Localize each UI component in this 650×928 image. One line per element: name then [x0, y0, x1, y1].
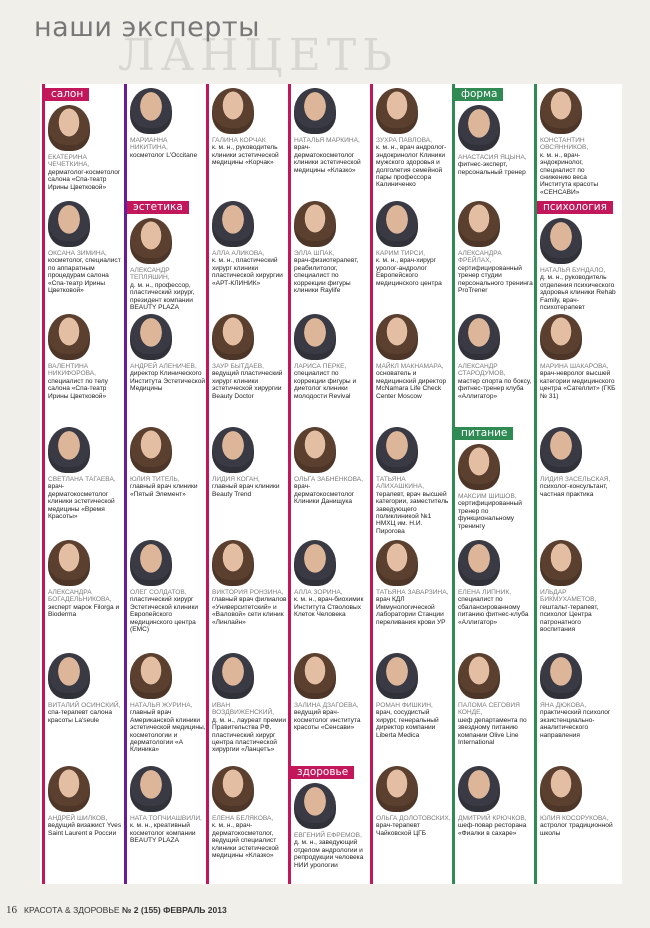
expert-photo — [48, 201, 90, 247]
expert-card — [48, 201, 124, 294]
expert-photo — [540, 766, 582, 812]
expert-title: главный врач Американской клиники эстетической медицины, косметологии и дерматологии «А Клиника» — [130, 709, 206, 754]
expert-title: к. м. н., креативный косметолог компании BEAUTY PLAZA — [130, 822, 196, 845]
expert-name: ЗУХРА ПАВЛОВА, — [376, 137, 433, 144]
expert-title: к. м. н., врач андролог-эндокринолог Клиники мужского здоровья и долголетия семейной пары профессора Калиниченко — [376, 144, 447, 189]
expert-photo — [212, 540, 254, 586]
expert-photo — [376, 427, 418, 473]
expert-column — [42, 84, 122, 884]
expert-photo — [458, 653, 500, 699]
expert-photo — [294, 540, 336, 586]
expert-name: КОНСТАНТИН ОВСЯННИКОВ, — [540, 137, 589, 152]
expert-card — [376, 427, 452, 535]
expert-photo — [540, 427, 582, 473]
section-tag: форма — [455, 88, 503, 101]
expert-title: главный врач клиники «Пятый Элемент» — [130, 483, 198, 498]
expert-card — [458, 105, 534, 176]
expert-photo — [48, 427, 90, 473]
expert-card — [376, 201, 452, 287]
expert-name: АЛЕКСАНДРА БОГАДЕЛЬНИКОВА, — [48, 589, 112, 604]
expert-card — [376, 540, 452, 626]
expert-name: ЮЛИЯ КОСОРУКОВА, — [540, 815, 609, 822]
expert-title: ведущий врач-косметолог института красоты «Сенсави» — [294, 709, 361, 732]
expert-photo — [212, 766, 254, 812]
expert-photo — [540, 314, 582, 360]
expert-photo — [294, 783, 336, 829]
expert-name: МАРИАННА НИКИТИНА, — [130, 137, 168, 152]
expert-name: АЛЛА АЛИКОВА, — [212, 250, 265, 257]
expert-photo — [376, 653, 418, 699]
expert-title: ведущий пластический хирург клиники эстетической хирургии Beauty Doctor — [212, 370, 283, 400]
expert-photo — [540, 653, 582, 699]
expert-title: врач-дерматокосметолог Клиники Данищука — [294, 483, 355, 506]
expert-name: ЮЛИЯ ТИТЕЛЬ, — [130, 476, 180, 483]
expert-card — [376, 653, 452, 739]
expert-name: ЕВГЕНИЙ ЕФРЕМОВ, — [294, 832, 362, 839]
expert-photo — [458, 314, 500, 360]
expert-photo — [130, 427, 172, 473]
expert-card — [294, 314, 370, 400]
expert-title: главный врач клиники Beauty Trend — [212, 483, 280, 498]
expert-card — [458, 766, 534, 837]
section-tag: здоровье — [291, 766, 354, 779]
expert-name: ВИТАЛИЙ ОСИНСКИЙ, — [48, 702, 121, 709]
expert-title: специалист по сбалансированному питанию фитнес-клуба «Аллигатор» — [458, 596, 529, 626]
expert-title: д. м. н., заведующий отделом андрологии и репродукции человека НИИ урологии — [294, 839, 364, 869]
expert-name: АЛЕКСАНДР ТЕПЛЯШИН, — [130, 267, 170, 282]
expert-card — [48, 766, 124, 837]
expert-card — [540, 540, 616, 633]
expert-title: спа-терапевт салона красоты La'seule — [48, 709, 112, 724]
column-rule — [370, 84, 373, 884]
expert-card — [130, 427, 206, 498]
expert-title: шеф департамента по звездному питанию компании Olive Line International — [458, 716, 527, 747]
expert-card — [48, 427, 124, 520]
expert-photo — [48, 540, 90, 586]
expert-card — [376, 314, 452, 400]
expert-title: сертифицированный тренер по функциональному тренингу — [458, 500, 522, 530]
expert-card — [540, 766, 616, 837]
expert-title: врач-физиотерапевт, реабилитолог, специалист по коррекции фигуры клиники Raylife — [294, 257, 359, 295]
expert-name: РОМАН ФИШКИН, — [376, 702, 433, 709]
expert-name: ЭЛЛА ШПАК, — [294, 250, 335, 257]
expert-name: АНДРЕЙ АЛЕНИЧЕВ, — [130, 363, 197, 370]
expert-name: АЛЕКСАНДРА ФРЕЙЛАХ, — [458, 250, 502, 265]
expert-card — [540, 314, 616, 400]
expert-name: ИВАН ВОЗДВИЖЕНСКИЙ, — [212, 702, 275, 717]
expert-photo — [540, 88, 582, 134]
expert-name: МАЙКЛ МАКНАМАРА, — [376, 363, 444, 370]
expert-title: директор Клинического Института Эстетической Медицины — [130, 370, 206, 393]
expert-name: ЯНА ДЮКОВА, — [540, 702, 587, 709]
expert-title: практический психолог экзистенциально-аналитического направления — [540, 709, 611, 739]
expert-name: МАКСИМ ШИШОВ, — [458, 493, 517, 500]
expert-card — [376, 766, 452, 837]
section-tag: питание — [455, 427, 513, 440]
expert-title: к. м. н., врач-дерматокосметолог, ведущий специалист клиники эстетической медицины «Клазко» — [212, 822, 279, 860]
expert-card — [540, 653, 616, 739]
expert-photo — [294, 201, 336, 247]
expert-photo — [376, 88, 418, 134]
expert-photo — [212, 653, 254, 699]
expert-photo — [48, 314, 90, 360]
expert-photo — [376, 314, 418, 360]
expert-title: врач-терапевт Чайковской ЦГБ — [376, 822, 427, 837]
expert-photo — [458, 766, 500, 812]
expert-title: эксперт марок Filorga и Bioderma — [48, 603, 120, 619]
expert-title: врач, сосудистый хирург, генеральный директор компании Liberta Medica — [376, 709, 439, 739]
expert-name: КАРИМ ТИРСИ, — [376, 250, 426, 257]
expert-photo — [294, 88, 336, 134]
expert-column — [452, 84, 532, 884]
expert-title: врач-дерматокосметолог клиники эстетической медицины «Время Красоты» — [48, 483, 115, 521]
expert-name: ЛАРИСА ПЕРКЕ, — [294, 363, 347, 370]
expert-card — [458, 653, 534, 746]
expert-title: к. м. н., руководитель клиники эстетической медицины «Корчак» — [212, 144, 279, 167]
expert-card — [212, 201, 288, 287]
expert-photo — [458, 201, 500, 247]
expert-card — [48, 105, 124, 191]
expert-photo — [48, 105, 90, 151]
column-rule — [288, 84, 291, 884]
expert-photo — [376, 540, 418, 586]
expert-name: АНДРЕЙ ШИЛКОВ, — [48, 815, 108, 822]
expert-name: ОЛЬГА ДОЛОТОВСКИХ, — [376, 815, 451, 822]
expert-card — [540, 88, 616, 196]
expert-title: пластический хирург Эстетической клиники Европейского медицинского центра (EMC) — [130, 596, 199, 634]
expert-name: МАРИНА ШАКАРОВА, — [540, 363, 609, 370]
expert-column — [288, 84, 368, 884]
expert-title: основатель и медицинский директор McNamara Life Check Center Moscow — [376, 370, 447, 400]
expert-title: мастер спорта по боксу, фитнес-тренер клуба «Аллигатор» — [458, 377, 532, 400]
expert-card — [294, 201, 370, 294]
expert-photo — [458, 444, 500, 490]
expert-name: НАТАЛЬЯ ЖУРИНА, — [130, 702, 193, 709]
expert-name: ТАТЬЯНА ЗАВАРЗИНА, — [376, 589, 449, 596]
expert-column — [370, 84, 450, 884]
watermark-logo: ЛАНЦЕТЬ — [118, 30, 398, 81]
expert-photo — [212, 314, 254, 360]
expert-card — [294, 540, 370, 619]
expert-name: ДМИТРИЙ КРЮЧКОВ, — [458, 815, 527, 822]
page-title: наши эксперты — [34, 12, 260, 43]
expert-name: ЛИДИЯ КОГАН, — [212, 476, 260, 483]
expert-photo — [48, 766, 90, 812]
expert-card — [458, 201, 534, 294]
expert-name: ПАЛОМА СЕГОВИЯ КОНДЕ, — [458, 702, 520, 717]
expert-card — [540, 427, 616, 498]
column-rule — [42, 84, 45, 884]
expert-photo — [376, 766, 418, 812]
expert-title: специалист по коррекции фигуры и диетолог клиники молодости Revival — [294, 370, 357, 400]
expert-name: АЛЛА ЗОРИНА, — [294, 589, 343, 596]
expert-photo — [294, 653, 336, 699]
expert-name: ОЛЕГ СОЛДАТОВ, — [130, 589, 187, 596]
expert-title: к. м. н., врач-биохимик Института Стволовых Клеток Человека — [294, 596, 364, 619]
expert-card — [48, 653, 124, 724]
expert-title: шеф-повар ресторана «Фиалки в сахаре» — [458, 822, 527, 837]
expert-photo — [130, 88, 172, 134]
expert-name: ОЛЬГА ЗАБНЕНКОВА, — [294, 476, 364, 483]
expert-title: дерматолог-косметолог салона «Спа-театр Ирины Цветковой» — [48, 168, 121, 191]
expert-photo — [48, 653, 90, 699]
expert-name: НАТАЛЬЯ БУНДАЛО, — [540, 267, 606, 274]
issue-info: № 2 (155) ФЕВРАЛЬ 2013 — [121, 905, 227, 915]
expert-title: терапевт, врач высшей категории, заместитель заведующего поликлиникой №1 НМХЦ им. Н.И. Пирогова — [376, 490, 449, 535]
section-tag: психология — [537, 201, 613, 214]
expert-card — [294, 88, 370, 174]
expert-photo — [130, 766, 172, 812]
expert-title: ведущий визажист Yves Saint Laurent в России — [48, 822, 122, 837]
expert-card — [458, 314, 534, 400]
expert-name: ГАЛИНА КОРЧАК — [212, 137, 266, 144]
expert-card — [212, 653, 288, 754]
expert-photo — [294, 427, 336, 473]
expert-photo — [540, 218, 582, 264]
expert-photo — [130, 314, 172, 360]
expert-photo — [130, 653, 172, 699]
expert-column — [124, 84, 204, 884]
expert-card — [130, 218, 206, 311]
expert-column — [534, 84, 614, 884]
expert-name: НАТАЛЬЯ МАРКИНА, — [294, 137, 360, 144]
expert-photo — [458, 105, 500, 151]
expert-photo — [212, 201, 254, 247]
expert-name: АЛЕКСАНДР СТАРОДУМОВ, — [458, 363, 506, 378]
publication-info — [24, 905, 227, 915]
expert-card — [130, 540, 206, 633]
expert-title: д. м. н., руководитель отделения психического здоровья клиники Rehab Family, врач-психотерапевт — [540, 274, 616, 312]
expert-photo — [212, 427, 254, 473]
expert-title: д. м. н., лауреат премии Правительства РФ, пластический хирург центра пластической хирургии «Ланцетъ» — [212, 716, 287, 754]
expert-title: косметолог, специалист по аппаратным процедурам салона «Спа-театр Ирины Цветковой» — [48, 257, 121, 295]
expert-card — [130, 766, 206, 845]
expert-card — [212, 314, 288, 400]
expert-card — [212, 427, 288, 498]
expert-name: ЕЛЕНА ЛИПНИК, — [458, 589, 512, 596]
expert-photo — [212, 88, 254, 134]
expert-card — [212, 540, 288, 626]
expert-title: врач КДЛ Иммунологической лаборатории Станции переливания крови УР — [376, 596, 446, 626]
expert-name: ЗАЛИНА ДЗАГОЕВА, — [294, 702, 359, 709]
section-tag: салон — [45, 88, 89, 101]
expert-photo — [458, 540, 500, 586]
expert-card — [48, 314, 124, 400]
expert-name: ЗАУР БЫТДАЕВ, — [212, 363, 264, 370]
expert-title: сертифицированный тренер студии персонального тренинга ProTrener — [458, 264, 533, 295]
section-tag: эстетика — [127, 201, 189, 214]
expert-title: врач-дерматокосметолог клиники эстетической медицины «Клазко» — [294, 144, 361, 174]
expert-card — [540, 218, 616, 311]
expert-title: к. м. н., пластический хирург клиники пластической хирургии «АРТ-КЛИНИК» — [212, 257, 283, 287]
expert-title: косметолог L'Occitane — [130, 151, 198, 159]
expert-name: АНАСТАСИЯ ЯЦЫНА, — [458, 154, 527, 161]
expert-name: ОКСАНА ЗИМИНА, — [48, 250, 107, 257]
expert-title: гештальт-терапевт, психолог Центра патронатного воспитания — [540, 603, 599, 634]
expert-title: фитнес-эксперт, персональный тренер — [458, 161, 526, 176]
page-footer — [0, 896, 650, 922]
expert-card — [130, 314, 206, 393]
expert-photo — [376, 201, 418, 247]
expert-card — [294, 427, 370, 506]
expert-name: ВИКТОРИЯ РОНЗИНА, — [212, 589, 284, 596]
expert-title: астролог традиционной школы — [540, 822, 613, 837]
expert-title: к. м. н., врач-хирург уролог-андролог Европейского медицинского центра — [376, 257, 442, 287]
expert-card — [212, 766, 288, 859]
expert-name: НАТА ТОПЧИАШВИЛИ, — [130, 815, 202, 822]
expert-card — [458, 540, 534, 626]
expert-title: к. м. н., врач-эндокринолог, специалист по снижению веса Института красоты «СЕНСАВИ» — [540, 151, 599, 196]
expert-card — [376, 88, 452, 189]
expert-name: СВЕТЛАНА ТАГАЕВА, — [48, 476, 116, 483]
expert-card — [130, 653, 206, 754]
expert-name: ТАТЬЯНА АЛИХАШКИНА, — [376, 476, 425, 491]
expert-card — [294, 653, 370, 732]
column-rule — [452, 84, 455, 884]
expert-card — [130, 88, 206, 159]
expert-photo — [294, 314, 336, 360]
magazine-name: КРАСОТА & ЗДОРОВЬЕ — [24, 905, 120, 915]
expert-photo — [130, 540, 172, 586]
expert-card — [48, 540, 124, 619]
expert-title: главный врач филиалов «Университетский» и «Валовой» сети клиник «Линлайн» — [212, 596, 287, 626]
expert-title: психолог-консультант, частная практика — [540, 483, 608, 498]
expert-name: ВАЛЕНТИНА НИКИФОРОВА, — [48, 363, 97, 378]
expert-card — [458, 444, 534, 530]
expert-title: врач-невролог высшей категории медицинского центра «Сателлит» (ГКБ № 31) — [540, 370, 616, 400]
expert-name: ЛИДИЯ ЗАСЕЛЬСКАЯ, — [540, 476, 611, 483]
expert-title: д. м. н., профессор, пластический хирург, президент компании BEAUTY PLAZA — [130, 281, 195, 312]
expert-name: ЕЛЕНА БЕЛЯКОВА, — [212, 815, 274, 822]
column-rule — [206, 84, 209, 884]
expert-column — [206, 84, 286, 884]
expert-name: ИЛЬДАР БИКМУХАМЕТОВ, — [540, 589, 597, 604]
expert-card — [212, 88, 288, 167]
expert-photo — [540, 540, 582, 586]
expert-title: специалист по телу салона «Спа-театр Ирины Цветковой» — [48, 377, 108, 400]
expert-photo — [130, 218, 172, 264]
page-number: 16 — [6, 904, 17, 916]
expert-card — [294, 783, 370, 869]
expert-name: ЕКАТЕРИНА ЧЕЧЕТКИНА, — [48, 154, 90, 169]
